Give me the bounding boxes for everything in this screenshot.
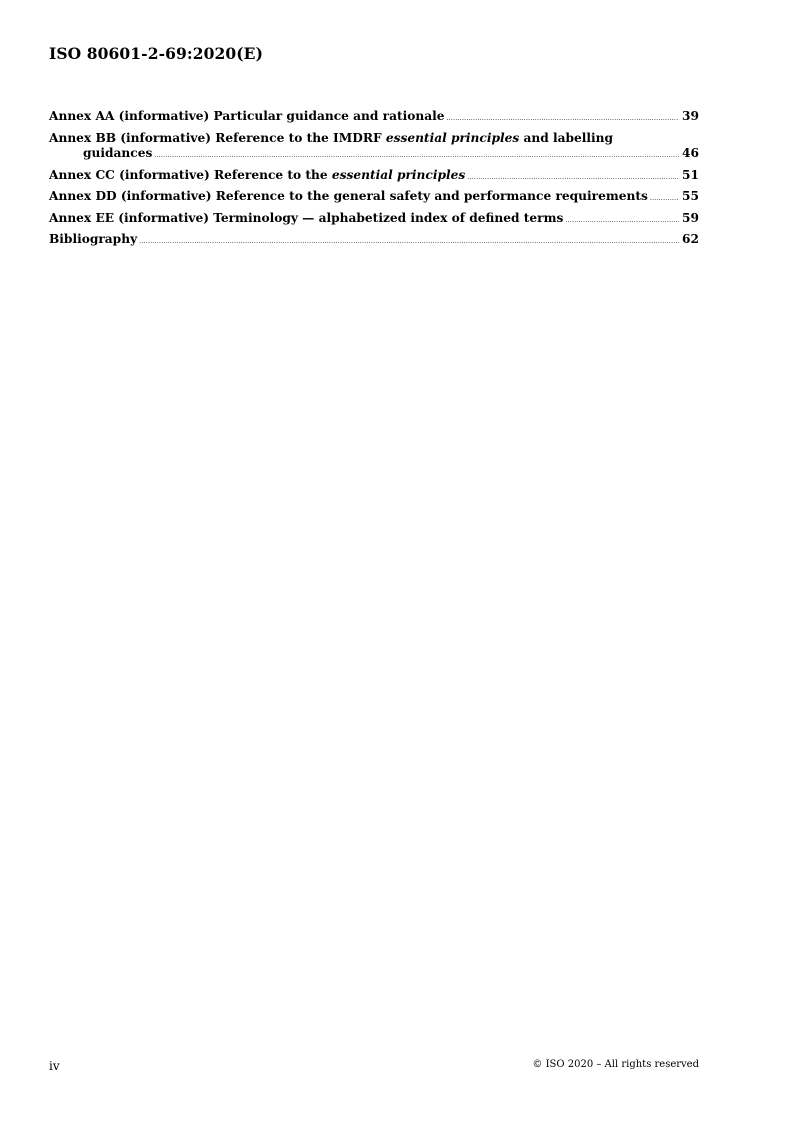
toc-entry-title: [49, 168, 465, 184]
document-identifier: ISO 80601-2-69:2020(E): [49, 44, 264, 63]
dot-leader: [650, 189, 679, 207]
toc-entry-annex-dd[interactable]: [49, 189, 699, 207]
footer-copyright: © ISO 2020 – All rights reserved: [532, 1059, 699, 1070]
toc-entry-title: [49, 131, 613, 147]
toc-entry-title-continuation: guidances: [83, 146, 153, 160]
toc-entry-title-italic: essential principles: [385, 130, 520, 145]
dot-leader: [467, 168, 679, 186]
toc-entry-title: Annex EE (informative) Terminology — alphabetized index of defined terms: [49, 210, 564, 225]
toc-entry-annex-ee[interactable]: [49, 211, 699, 229]
dot-leader: [447, 109, 680, 127]
toc-page-number: 39: [682, 109, 699, 123]
toc-entry-title: Annex DD (informative) Reference to the general safety and performance requirements: [49, 189, 648, 203]
footer-page-number: iv: [49, 1059, 60, 1073]
toc-entry-annex-cc[interactable]: [49, 168, 699, 186]
toc-entry-annex-aa[interactable]: [49, 109, 699, 127]
dot-leader: [154, 146, 679, 164]
toc-entry-title-italic: essential principles: [331, 167, 466, 182]
toc-page-number: 59: [682, 210, 699, 225]
dot-leader: [139, 232, 679, 250]
toc-entry-title: Annex AA (informative) Particular guidance and rationale: [49, 109, 445, 123]
dot-leader: [565, 211, 679, 229]
toc-page-number: 51: [682, 167, 699, 182]
table-of-contents: [49, 109, 699, 254]
toc-entry-title-part: and labelling: [519, 130, 614, 145]
toc-page-number: 46: [682, 146, 699, 160]
toc-entry-title-part: Annex BB (informative) Reference to the IMDRF: [49, 130, 386, 145]
toc-entry-bibliography[interactable]: [49, 232, 699, 250]
toc-page-number: 55: [682, 189, 699, 203]
toc-page-number: 62: [682, 232, 699, 246]
toc-entry-title-part: Annex CC (informative) Reference to the: [49, 167, 332, 182]
toc-entry-annex-bb[interactable]: [49, 131, 699, 164]
toc-entry-title: Bibliography: [49, 232, 138, 246]
